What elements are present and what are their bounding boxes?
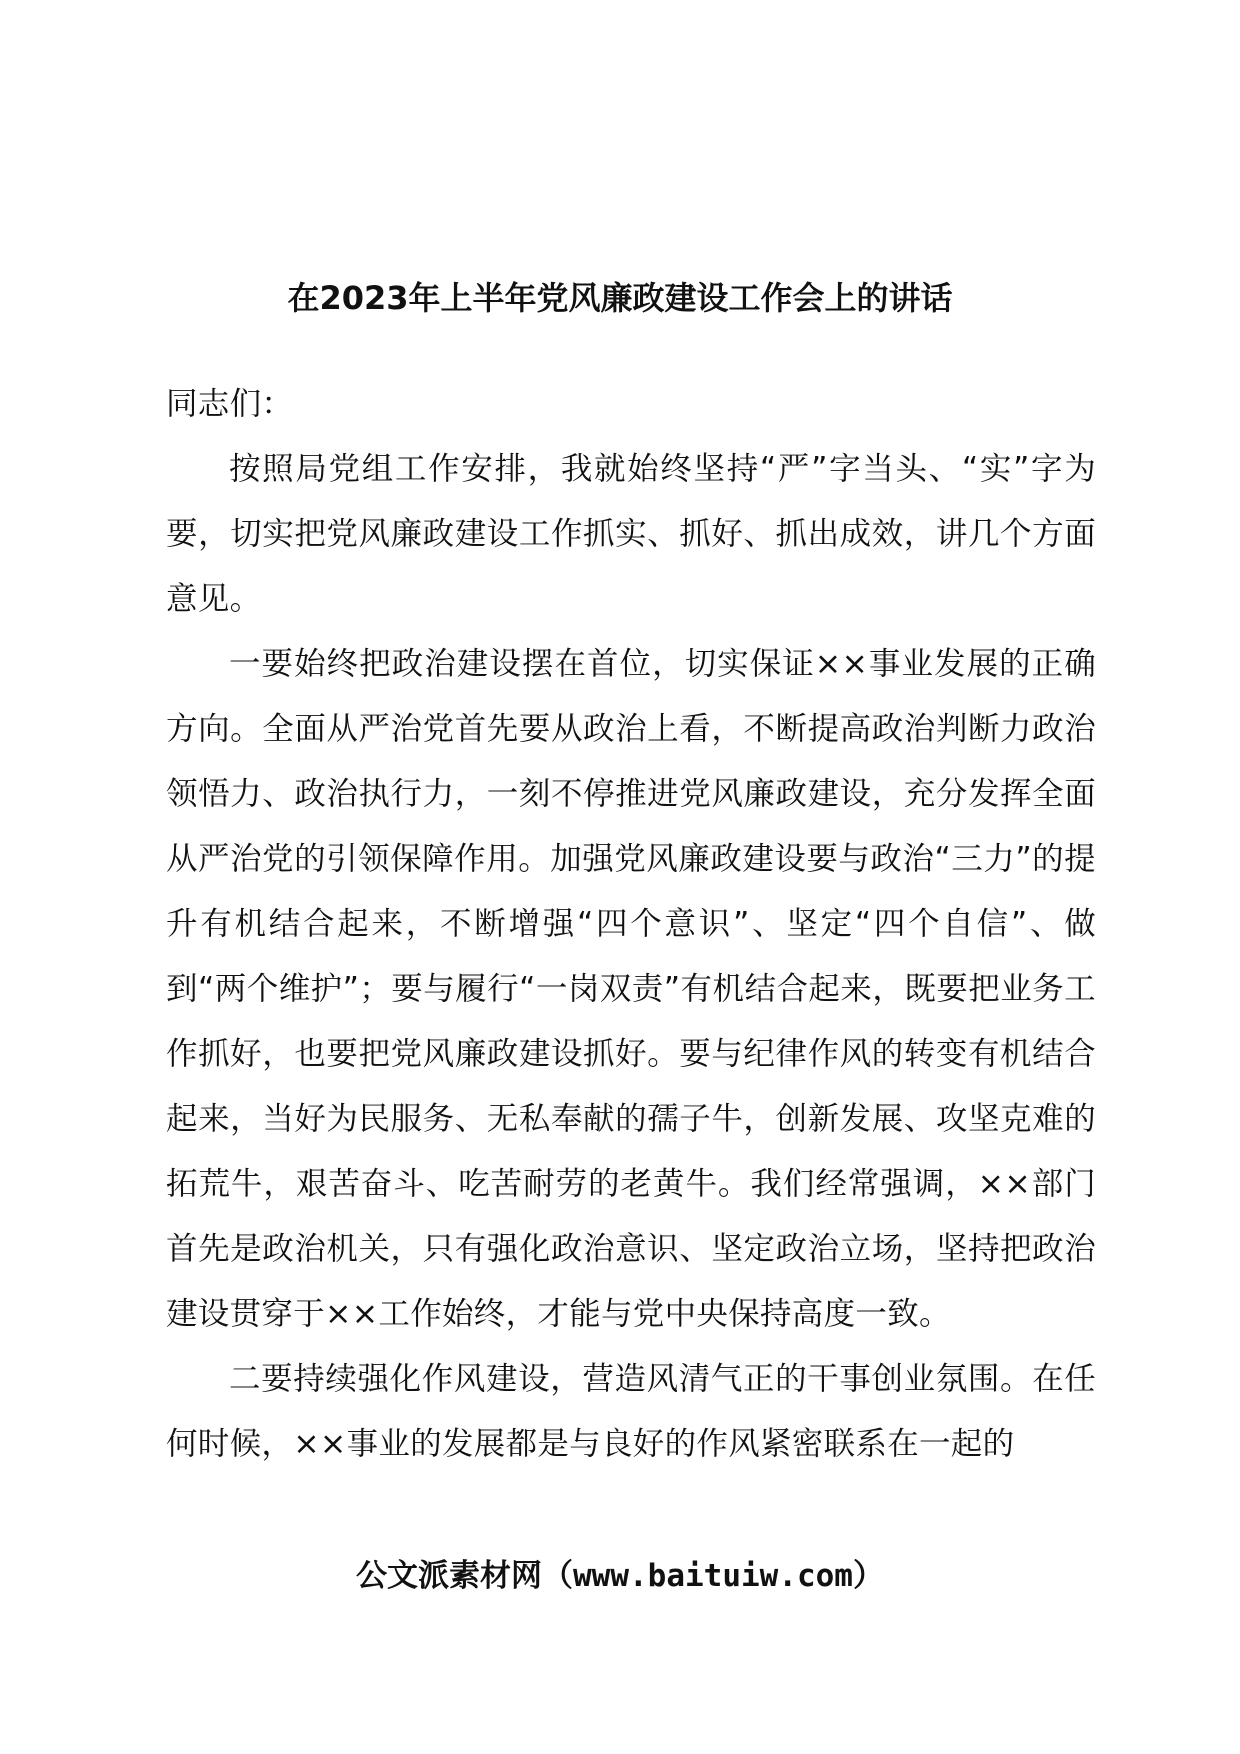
paragraph-work-style: 二要持续强化作风建设，营造风清气正的干事创业氛围。在任何时候，××事业的发展都是与良好的作风紧密联系在一起的	[166, 1361, 1096, 1462]
paragraph-political-building: 一要始终把政治建设摆在首位，切实保证××事业发展的正确方向。全面从严治党首先要从政治上看，不断提高政治判断力政治领悟力、政治执行力，一刻不停推进党风廉政建设，充分发挥全面从严治党的引领保障作用。加强党风廉政建设要与政治“三力”的提升有机结合起来，不断增强“四个意识”、坚定“四个自信”、做到“两个维护”；要与履行“一岗双责”有机结合起来，既要把业务工作抓好，也要把党风廉政建设抓好。要与纪律作风的转变有机结合起来，当好为民服务、无私奉献的孺子牛，创新发展、攻坚克难的拓荒牛，艰苦奋斗、吃苦耐劳的老黄牛。我们经常强调，××部门首先是政治机关，只有强化政治意识、坚定政治立场，坚持把政治建设贯穿于××工作始终，才能与党中央保持高度一致。	[166, 646, 1096, 1332]
salutation: 同志们：	[166, 386, 294, 422]
source-watermark-footer: 公文派素材网（www.baituiw.com）	[356, 1558, 884, 1594]
document-title: 在2023年上半年党风廉政建设工作会上的讲话	[287, 279, 953, 317]
document-body	[166, 372, 1096, 1477]
paragraph-intro: 按照局党组工作安排，我就始终坚持“严”字当头、“实”字为要，切实把党风廉政建设工作抓实、抓好、抓出成效，讲几个方面意见。	[166, 451, 1096, 617]
